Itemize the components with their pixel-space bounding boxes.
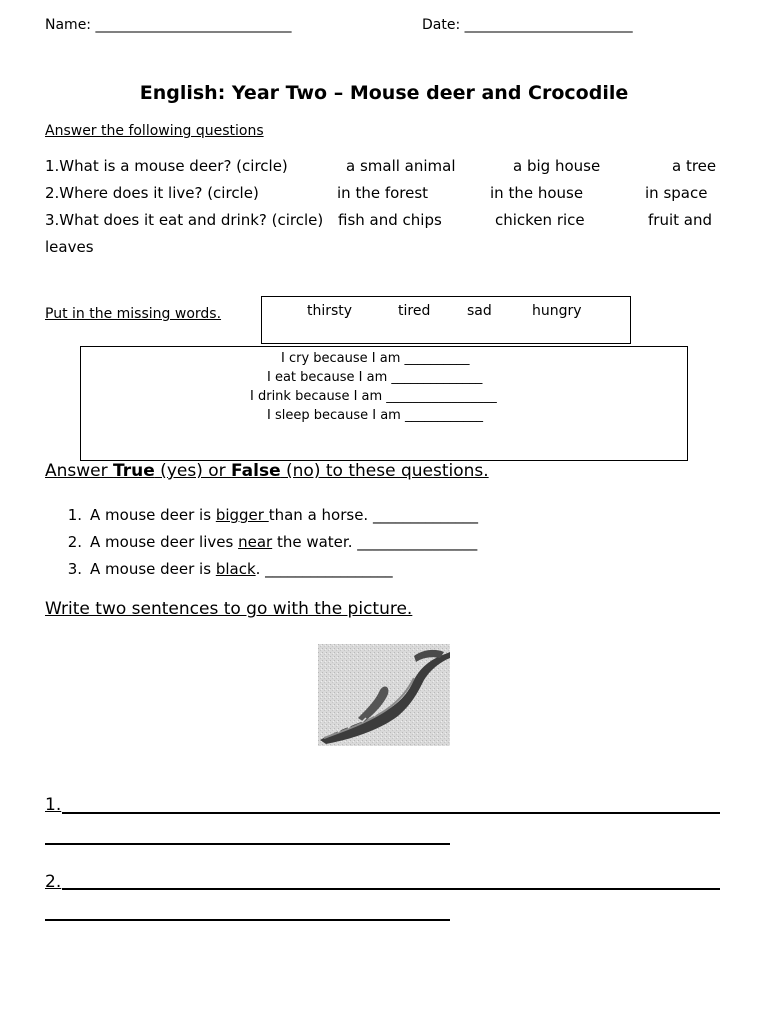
word-bank-box [261, 296, 631, 344]
item-text: . _________________ [255, 560, 393, 578]
section4-heading: Write two sentences to go with the picture. [45, 599, 413, 619]
heading-part: Answer [45, 461, 114, 481]
true-false-item[interactable] [60, 533, 477, 551]
q1-option-1[interactable]: a small animal [346, 157, 456, 175]
writing-line-label: 2. [45, 872, 62, 892]
crocodile-picture [318, 644, 450, 746]
q3-option-1[interactable]: fish and chips [338, 211, 442, 229]
word-bank-item: tired [398, 303, 431, 319]
missing-word-sentence[interactable]: I drink because I am _________________ [250, 389, 497, 404]
item-keyword: near [238, 533, 273, 551]
item-text: A mouse deer is [90, 506, 216, 524]
q3-option-3[interactable]: fruit and [648, 211, 712, 229]
q2-option-2[interactable]: in the house [490, 184, 584, 202]
q1-option-3[interactable]: a tree [672, 157, 717, 175]
sentences-box [80, 346, 688, 461]
crocodile-picture-icon [318, 644, 450, 746]
missing-word-sentence[interactable]: I sleep because I am ____________ [267, 408, 483, 423]
item-text: than a horse. ______________ [268, 506, 478, 524]
writing-line[interactable] [45, 919, 450, 921]
item-number: 1. [67, 506, 82, 524]
q3-option-2[interactable]: chicken rice [495, 211, 585, 229]
true-false-item[interactable] [60, 506, 478, 524]
q1-option-2[interactable]: a big house [513, 157, 601, 175]
item-keyword: bigger [215, 506, 269, 524]
word-bank-item: sad [467, 303, 492, 319]
item-keyword: black [215, 560, 256, 578]
question-1: 1.What is a mouse deer? (circle) [45, 157, 288, 175]
heading-false: False [231, 461, 281, 481]
heading-true: True [113, 461, 155, 481]
question-2: 2.Where does it live? (circle) [45, 184, 259, 202]
item-text: A mouse deer lives [90, 533, 239, 551]
missing-word-sentence[interactable]: I eat because I am ______________ [267, 370, 483, 385]
q2-option-3[interactable]: in space [645, 184, 708, 202]
writing-line[interactable] [45, 843, 450, 845]
section1-heading: Answer the following questions [45, 123, 264, 139]
date-field[interactable]: Date: ________________________ [422, 17, 633, 33]
question-3: 3.What does it eat and drink? (circle) [45, 211, 324, 229]
item-number: 2. [67, 533, 82, 551]
word-bank-item: hungry [532, 303, 582, 319]
section2-heading: Put in the missing words. [45, 306, 222, 322]
item-text: A mouse deer is [90, 560, 216, 578]
heading-part: (yes) or [154, 461, 232, 481]
item-text: the water. ________________ [272, 533, 478, 551]
missing-word-sentence[interactable]: I cry because I am __________ [281, 351, 470, 366]
page-title: English: Year Two – Mouse deer and Crocodile [139, 82, 629, 104]
q3-option-3-continued[interactable]: leaves [45, 238, 94, 256]
writing-line[interactable] [62, 812, 720, 814]
word-bank-item: thirsty [307, 303, 353, 319]
name-field[interactable]: Name: ____________________________ [45, 17, 292, 33]
writing-line[interactable] [62, 888, 720, 890]
section3-heading [45, 461, 489, 481]
item-number: 3. [67, 560, 82, 578]
writing-line-label: 1. [45, 795, 62, 815]
q2-option-1[interactable]: in the forest [337, 184, 429, 202]
heading-part: (no) to these questions. [280, 461, 489, 481]
true-false-item[interactable] [60, 560, 393, 578]
